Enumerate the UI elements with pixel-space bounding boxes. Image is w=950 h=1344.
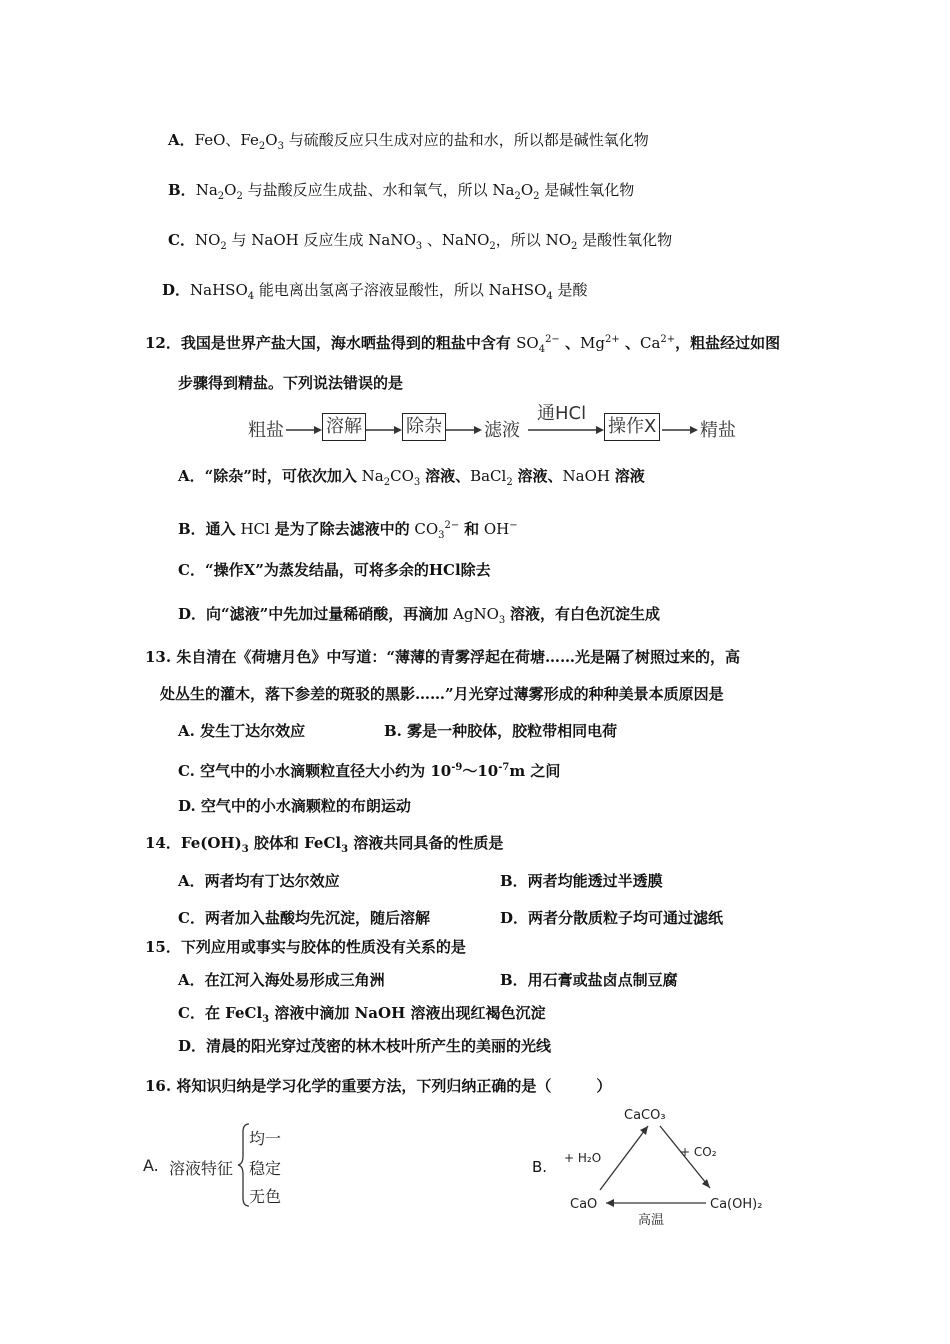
arrowhead-caco3 — [640, 1126, 648, 1135]
q13-option-d: D. 空气中的小水滴颗粒的布朗运动 — [178, 797, 411, 815]
q11-option-a: A．FeO、$Fe_2O_3$ 与硫酸反应只生成对应的盐和水，所以都是碱性氧化物 — [168, 131, 649, 152]
flow-dissolve-box: 溶解 — [322, 413, 366, 441]
q15-option-b: B．用石膏或盐卤点制豆腐 — [500, 971, 678, 989]
q11-option-d: D．NaHSO$_4$ 能电离出氢离子溶液显酸性，所以 NaHSO$_4$ 是酸 — [162, 281, 588, 302]
q13-option-c: C. 空气中的小水滴颗粒直径大小约为 $10^{-9}\sim 10^{-7}m$ 之间 — [178, 762, 561, 780]
flow-remove-impurity-box: 除杂 — [402, 413, 446, 441]
q12-option-b: B．通入 HCl 是为了除去滤液中的 $CO_3^{2-}$ 和 OH− — [178, 520, 518, 541]
flow-crude-salt: 粗盐 — [248, 420, 284, 441]
q16-a-title: 溶液特征 — [169, 1159, 234, 1178]
q16-option-b — [530, 1100, 790, 1230]
q12-option-c: C．“操作X”为蒸发结晶，可将多余的HCl除去 — [178, 561, 491, 579]
flow-arrow-4 — [528, 425, 604, 435]
q16-option-a — [143, 1122, 343, 1212]
q11-option-b: B．$Na_2O_2$ 与盐酸反应生成盐、水和氧气，所以 $Na_2O_2$ 是碱性氧化物 — [168, 181, 635, 202]
q16-b-label: B. — [532, 1158, 548, 1176]
label-plus-h2o: + H₂O — [564, 1151, 602, 1165]
flow-arrow-3 — [446, 425, 482, 435]
q16-a-label: A. — [143, 1156, 159, 1175]
q15-option-d: D．清晨的阳光穿过茂密的林木枝叶所产生的美丽的光线 — [178, 1037, 552, 1055]
flow-filtrate: 滤液 — [484, 420, 520, 441]
arrowhead-cao — [606, 1199, 614, 1207]
label-caco3: CaCO₃ — [624, 1108, 666, 1123]
q12-stem-line1: 12．我国是世界产盐大国，海水晒盐得到的粗盐中含有 $SO_4^{2-}$ 、$Mg^{2+}$ 、$Ca^{2+}$，粗盐经过如图 — [145, 334, 781, 355]
q16-a-item-3: 无色 — [249, 1187, 282, 1206]
flow-arrow-5 — [662, 425, 698, 435]
label-plus-co2: + CO₂ — [680, 1145, 717, 1159]
q16-stem: 16. 将知识归纳是学习化学的重要方法，下列归纳正确的是（ ） — [145, 1077, 612, 1095]
q14-option-c: C．两者加入盐酸均先沉淀，随后溶解 — [178, 909, 430, 927]
flow-hcl-label: 通HCl — [537, 403, 587, 424]
q15-option-c: C．在 FeCl$_3$ 溶液中滴加 NaOH 溶液出现红褐色沉淀 — [178, 1004, 546, 1025]
q13-option-a: A. 发生丁达尔效应 — [178, 722, 306, 740]
arrow-cao-to-caco3 — [600, 1126, 648, 1190]
label-caoh2: Ca(OH)₂ — [710, 1197, 763, 1212]
q14-option-b: B．两者均能透过半透膜 — [500, 872, 663, 890]
q11-option-c: C．$NO_2$ 与 NaOH 反应生成 NaNO$_3$ 、NaNO$_2$，所以 $NO_2$ 是酸性氧化物 — [168, 231, 673, 252]
q16-a-item-1: 均一 — [249, 1129, 282, 1148]
flow-arrow-1 — [286, 425, 322, 435]
flow-refined-salt: 精盐 — [700, 420, 736, 441]
q13-stem-line2: 处丛生的灌木，落下参差的斑驳的黑影……”月光穿过薄雾形成的种种美景本质原因是 — [160, 685, 724, 703]
q16-a-item-2: 稳定 — [249, 1159, 282, 1178]
q14-stem: 14．$Fe(OH)_3$ 胶体和 FeCl$_3$ 溶液共同具备的性质是 — [145, 834, 504, 855]
q12-stem-line2: 步骤得到精盐。下列说法错误的是 — [178, 374, 404, 392]
q15-option-a: A．在江河入海处易形成三角洲 — [178, 971, 385, 989]
label-high-temp: 高温 — [638, 1213, 665, 1228]
q14-option-d: D．两者分散质粒子均可通过滤纸 — [500, 909, 724, 927]
q12-flow-diagram — [248, 405, 748, 449]
q14-option-a: A．两者均有丁达尔效应 — [178, 872, 340, 890]
calcium-cycle-diagram — [530, 1100, 790, 1230]
label-cao: CaO — [570, 1197, 598, 1212]
q13-stem-line1: 13. 朱自清在《荷塘月色》中写道：“薄薄的青雾浮起在荷塘……光是隔了树照过来的，高 — [145, 648, 740, 666]
flow-operation-x-box: 操作X — [604, 413, 660, 441]
q12-option-a: A．“除杂”时，可依次加入 $Na_2CO_3$ 溶液、BaCl$_2$ 溶液、NaOH 溶液 — [178, 467, 645, 488]
q12-option-d: D．向“滤液”中先加过量稀硝酸，再滴加 AgNO$_3$ 溶液，有白色沉淀生成 — [178, 605, 661, 626]
flow-arrow-2 — [366, 425, 402, 435]
q15-stem: 15．下列应用或事实与胶体的性质没有关系的是 — [145, 938, 466, 956]
q13-option-b: B. 雾是一种胶体，胶粒带相同电荷 — [384, 722, 618, 740]
